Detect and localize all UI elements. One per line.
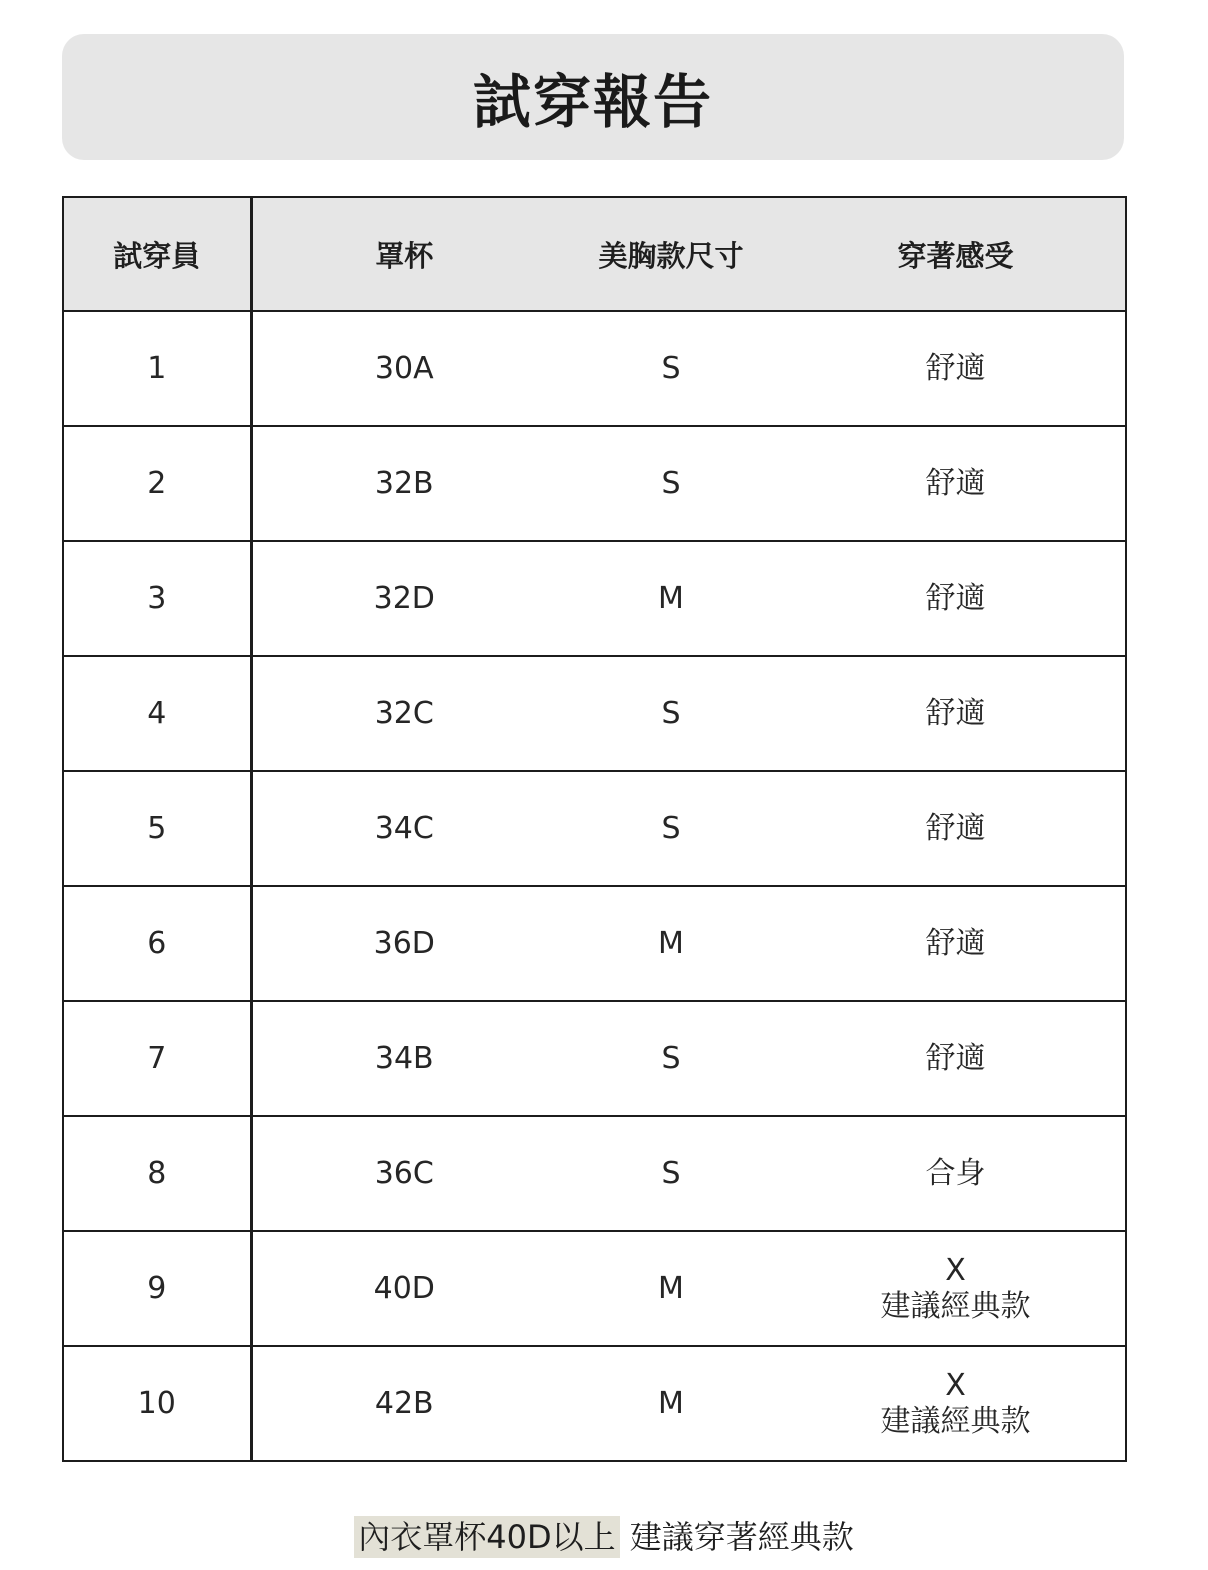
- feeling-text: X: [945, 1367, 966, 1403]
- cup-size-cell: 40D: [251, 1231, 556, 1346]
- feeling-text: 舒適: [925, 695, 986, 731]
- feeling-cell: [786, 1001, 1126, 1116]
- tester-number-cell: 5: [63, 771, 251, 886]
- cup-size-cell: 32B: [251, 426, 556, 541]
- header-row: [63, 197, 1126, 311]
- cup-size-cell: 34C: [251, 771, 556, 886]
- tester-number-cell: 6: [63, 886, 251, 1001]
- feeling-cell: [786, 886, 1126, 1001]
- tester-number-cell: 8: [63, 1116, 251, 1231]
- tester-number-cell: 7: [63, 1001, 251, 1116]
- bra-size-cell: M: [556, 1346, 786, 1461]
- header-feeling: 穿著感受: [786, 197, 1126, 311]
- header-tester: 試穿員: [63, 197, 251, 311]
- cup-size-cell: 34B: [251, 1001, 556, 1116]
- cup-size-cell: 36C: [251, 1116, 556, 1231]
- bra-size-cell: M: [556, 1231, 786, 1346]
- bra-size-cell: S: [556, 1116, 786, 1231]
- feeling-cell: [786, 656, 1126, 771]
- bra-size-cell: S: [556, 656, 786, 771]
- table-row: [63, 1116, 1126, 1231]
- bra-size-cell: M: [556, 541, 786, 656]
- header-size: 美胸款尺寸: [556, 197, 786, 311]
- table-row: [63, 656, 1126, 771]
- feeling-text: 舒適: [925, 925, 986, 961]
- bra-size-cell: M: [556, 886, 786, 1001]
- bra-size-cell: S: [556, 1001, 786, 1116]
- cup-size-cell: 32D: [251, 541, 556, 656]
- feeling-text: 合身: [925, 1155, 986, 1191]
- cup-size-cell: 32C: [251, 656, 556, 771]
- feeling-cell: [786, 1116, 1126, 1231]
- tester-number-cell: 2: [63, 426, 251, 541]
- feeling-cell: [786, 426, 1126, 541]
- title-banner: [62, 34, 1124, 160]
- feeling-note: 建議經典款: [880, 1403, 1031, 1439]
- table-row: [63, 771, 1126, 886]
- feeling-text: 舒適: [925, 810, 986, 846]
- feeling-cell: [786, 1346, 1126, 1461]
- bra-size-cell: S: [556, 311, 786, 426]
- bra-size-cell: S: [556, 771, 786, 886]
- footer-highlight: 內衣罩杯40D以上: [354, 1516, 619, 1558]
- feeling-cell: [786, 771, 1126, 886]
- footer-text: 建議穿著經典款: [629, 1518, 854, 1556]
- table-row: [63, 886, 1126, 1001]
- table-body: [63, 311, 1126, 1461]
- table-header: [63, 197, 1126, 311]
- footer-note: [0, 1512, 1208, 1558]
- cup-size-cell: 30A: [251, 311, 556, 426]
- feeling-cell: [786, 311, 1126, 426]
- table-row: [63, 541, 1126, 656]
- feeling-text: 舒適: [925, 465, 986, 501]
- table-row: [63, 426, 1126, 541]
- tester-number-cell: 9: [63, 1231, 251, 1346]
- feeling-text: X: [945, 1252, 966, 1288]
- feeling-note: 建議經典款: [880, 1288, 1031, 1324]
- tester-number-cell: 3: [63, 541, 251, 656]
- tester-number-cell: 1: [63, 311, 251, 426]
- feeling-text: 舒適: [925, 1040, 986, 1076]
- feeling-text: 舒適: [925, 580, 986, 616]
- table-row: [63, 1231, 1126, 1346]
- cup-size-cell: 42B: [251, 1346, 556, 1461]
- table-row: [63, 311, 1126, 426]
- fitting-report-table: [62, 196, 1127, 1462]
- tester-number-cell: 10: [63, 1346, 251, 1461]
- page-title: 試穿報告: [472, 68, 713, 136]
- cup-size-cell: 36D: [251, 886, 556, 1001]
- feeling-cell: [786, 1231, 1126, 1346]
- tester-number-cell: 4: [63, 656, 251, 771]
- header-cup: 罩杯: [251, 197, 556, 311]
- feeling-text: 舒適: [925, 350, 986, 386]
- table-row: [63, 1346, 1126, 1461]
- table-row: [63, 1001, 1126, 1116]
- bra-size-cell: S: [556, 426, 786, 541]
- feeling-cell: [786, 541, 1126, 656]
